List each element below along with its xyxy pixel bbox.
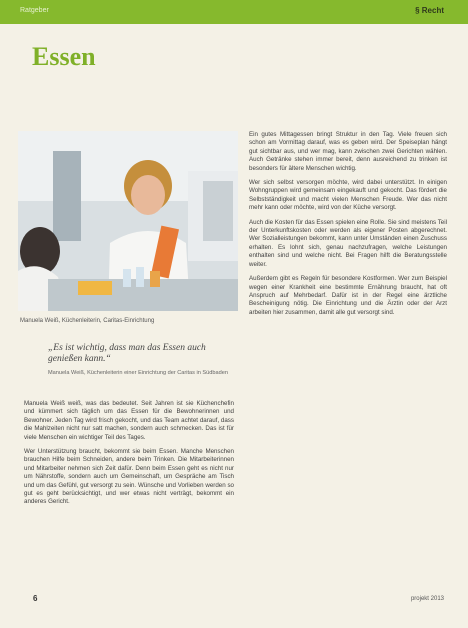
right-column (249, 131, 447, 323)
header-band (0, 0, 468, 24)
quote-attribution: Manuela Weiß, Küchenleiterin einer Einrichtung der Caritas in Südbaden (48, 370, 228, 376)
page-title: Essen (32, 42, 96, 71)
paragraph: Ein gutes Mittagessen bringt Struktur in den Tag. Viele freuen sich schon am Vormittag darauf, was es geben wird. Der Speiseplan hängt gut sichtbar aus, und wer mag, kann zwischen zwei Gerichten wählen. Auch Getränke stehen immer bereit, denn ausreichend zu trinken ist besonders für ältere Menschen wichtig. (249, 131, 447, 172)
footer-label: projekt 2013 (410, 596, 444, 602)
paragraph: Manuela Weiß weiß, was das bedeutet. Seit Jahren ist sie Küchenchefin und kümmert sich täglich um das Essen für die Bewohnerinnen und Bewohner. Jeden Tag wird frisch gekocht, und das Team achtet darauf, dass die Mahlzeiten nicht nur satt machen, sondern auch schmecken. Das ist für viele Menschen ein wichtiger Teil des Tages. (24, 400, 234, 441)
section-right-label: § Recht (415, 6, 444, 15)
paragraph: Wer sich selbst versorgen möchte, wird dabei unterstützt. In einigen Wohngruppen wird gemeinsam eingekauft und gekocht. Das fördert die Selbstständigkeit und macht vielen Menschen Freude. Wer das nicht mehr kann oder möchte, wird von der Küche versorgt. (249, 179, 447, 212)
section-label: Ratgeber (20, 7, 49, 14)
pull-quote: „Es ist wichtig, dass man das Essen auch genießen kann.“ (48, 343, 206, 364)
photo-illustration (18, 131, 238, 311)
paragraph: Auch die Kosten für das Essen spielen eine Rolle. Sie sind meistens Teil der Unterkunftskosten oder werden als eigener Posten abgerechnet. Wer Sozialleistungen bekommt, kann unter Umständen einen Zuschuss erhalten. Es lohnt sich, genau nachzufragen, welche Leistungen enthalten sind und welche nicht. Bei Fragen hilft die Beratungsstelle weiter. (249, 218, 447, 268)
left-column (24, 400, 234, 513)
paragraph: Außerdem gibt es Regeln für besondere Kostformen. Wer zum Beispiel wegen einer Krankheit eine bestimmte Ernährung braucht, hat oft Anspruch auf Mehrbedarf. Dafür ist in der Regel eine ärztliche Bescheinigung nötig. Die Einrichtung und die Ärztin oder der Arzt arbeiten hier zusammen, damit alle gut versorgt sind. (249, 275, 447, 316)
paragraph: Wer Unterstützung braucht, bekommt sie beim Essen. Manche Menschen brauchen Hilfe beim Schneiden, andere beim Trinken. Die Mitarbeiterinnen und Mitarbeiter nehmen sich Zeit dafür. Denn beim Essen geht es nicht nur um Nährstoffe, sondern auch um Gemeinschaft, um Gespräche am Tisch und um das Gefühl, gut versorgt zu sein. Wünsche und Vorlieben werden so gut es geht berücksichtigt, und wer etwas nicht verträgt, bekommt ein anderes Gericht. (24, 448, 234, 506)
article-photo (18, 131, 238, 311)
photo-caption: Manuela Weiß, Küchenleiterin, Caritas-Einrichtung (20, 318, 155, 324)
page-number: 6 (33, 594, 38, 603)
